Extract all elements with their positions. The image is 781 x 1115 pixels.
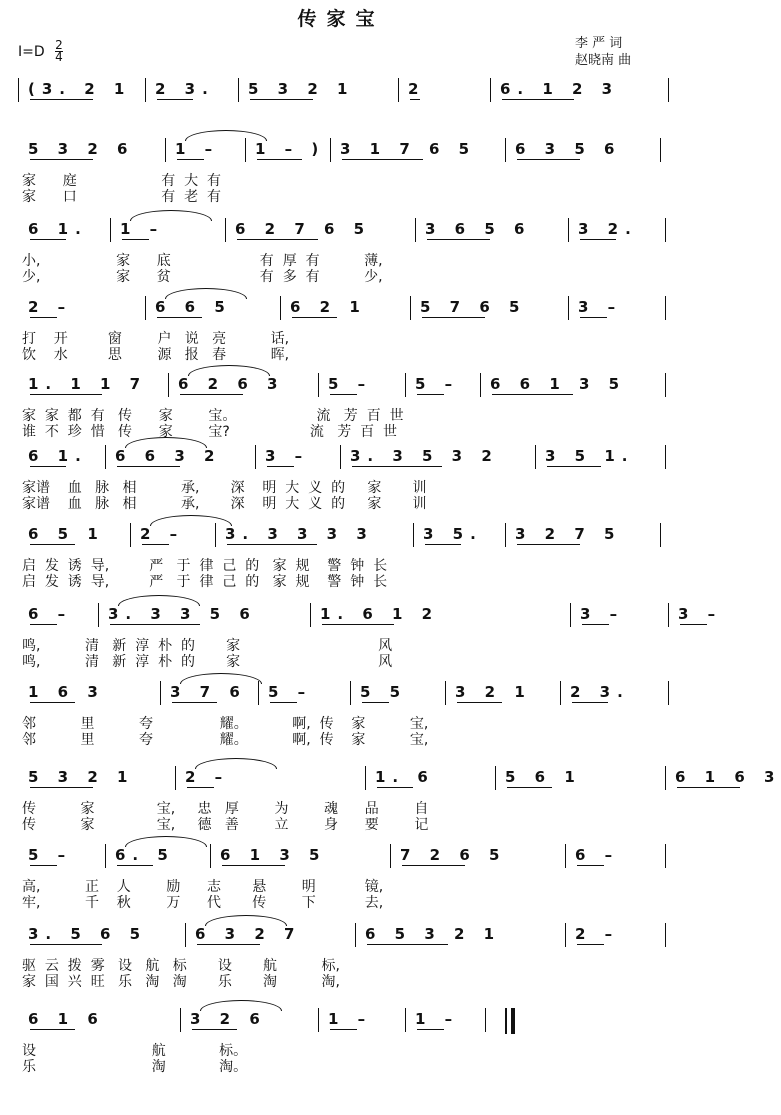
beam-line [237, 239, 318, 240]
beam-line [330, 1029, 357, 1030]
measure-notes: 1 – [175, 140, 220, 158]
measure-notes: 5 3 2 1 [248, 80, 355, 98]
bar-line [168, 373, 169, 397]
beam-line [517, 159, 580, 160]
beam-line [177, 159, 204, 160]
lyric-line: 传 家 宝, 德 善 立 身 要 记 [22, 817, 429, 833]
measure-notes: 5 3 2 1 [28, 768, 135, 786]
bar-line [570, 603, 571, 627]
beam-line [680, 624, 707, 625]
measure-notes: 6 3 2 7 [195, 925, 302, 943]
measure-notes: 3 2 1 [455, 683, 532, 701]
beam-line [122, 239, 149, 240]
bar-line [505, 523, 506, 547]
slur [180, 673, 262, 684]
slur [165, 288, 247, 299]
beam-line [582, 624, 609, 625]
bar-line [560, 681, 561, 705]
lyric-line: 启 发 诱 导, 严 于 律 己 的 家 规 警 钟 长 [22, 574, 388, 590]
bar-line [225, 218, 226, 242]
bar-line [665, 445, 666, 469]
measure-notes: 3 2 7 5 [515, 525, 622, 543]
beam-line [172, 702, 217, 703]
measure-notes: 3 – [580, 605, 625, 623]
beam-line [30, 787, 93, 788]
slur [200, 1000, 282, 1011]
lyricist: 李 严 词 [575, 36, 623, 51]
bar-line [660, 523, 661, 547]
bar-line [665, 766, 666, 790]
lyric-line: 鸣, 清 新 淳 朴 的 家 风 [22, 654, 393, 670]
beam-line [580, 239, 616, 240]
beam-line [222, 865, 285, 866]
beam-line [30, 944, 102, 945]
lyric-line: 饮 水 思 源 报 春 晖, [22, 347, 290, 363]
key-signature: I=D [18, 44, 45, 60]
slur [118, 595, 200, 606]
lyric-line: 传 家 宝, 忠 厚 为 魂 品 自 [22, 801, 429, 817]
lyric-line: 牢, 千 秋 万 代 传 下 去, [22, 895, 384, 911]
bar-line [365, 766, 366, 790]
lyric-line: 少, 家 贫 有 多 有 少, [22, 269, 383, 285]
beam-line [322, 624, 394, 625]
measure-notes: 2 – [140, 525, 185, 543]
beam-line [30, 159, 93, 160]
beam-line [330, 394, 357, 395]
beam-line [30, 394, 102, 395]
lyric-line: 家 庭 有 大 有 [22, 173, 222, 189]
beam-line [30, 239, 66, 240]
measure-notes: 3 – [678, 605, 723, 623]
measure-notes: 3 – [578, 298, 623, 316]
beam-line [572, 702, 608, 703]
bar-line [410, 296, 411, 320]
bar-line [105, 445, 106, 469]
beam-line [117, 865, 153, 866]
measure-notes: 1 – [120, 220, 165, 238]
lyric-line: 家谱 血 脉 相 承, 深 明 大 义 的 家 训 [22, 496, 427, 512]
measure-notes: 6 3 5 6 [515, 140, 622, 158]
beam-line [187, 787, 214, 788]
lyric-line: 小, 家 底 有 厚 有 薄, [22, 253, 383, 269]
lyric-line: 谁 不 珍 惜 传 家 宝? 流 芳 百 世 [22, 424, 398, 440]
bar-line [665, 923, 666, 947]
beam-line [192, 1029, 237, 1030]
lyric-line: 家 国 兴 旺 乐 淘 淘 乐 淘 淘, [22, 974, 341, 990]
slur [150, 515, 232, 526]
slur [125, 836, 207, 847]
beam-line [507, 787, 552, 788]
slur [188, 365, 270, 376]
bar-line [665, 844, 666, 868]
lyric-line: 鸣, 清 新 淳 朴 的 家 风 [22, 638, 393, 654]
beam-line [427, 239, 490, 240]
measure-notes: 3. 3 3 3 3 [225, 525, 374, 543]
beam-line [227, 544, 317, 545]
slur [185, 130, 267, 141]
beam-line [352, 466, 442, 467]
beam-line [457, 702, 502, 703]
measure-notes: 3. 3 3 5 6 [108, 605, 257, 623]
measure-notes: 3. 3 5 3 2 [350, 447, 499, 465]
bar-line [390, 844, 391, 868]
measure-notes: 3 6 5 6 [425, 220, 532, 238]
beam-line [547, 466, 601, 467]
bar-line [98, 603, 99, 627]
measure-notes: 6 2 6 3 [178, 375, 285, 393]
time-top: 2 [55, 38, 63, 52]
lyric-line: 乐 淘 淘。 [22, 1059, 248, 1075]
beam-line [30, 99, 93, 100]
beam-line [197, 944, 260, 945]
measure-notes: 3 – [265, 447, 310, 465]
bar-line [105, 844, 106, 868]
final-barline-thick [511, 1008, 515, 1034]
measure-notes: 6 1 6 3 [675, 768, 781, 786]
bar-line [165, 138, 166, 162]
bar-line [255, 445, 256, 469]
bar-line [355, 923, 356, 947]
measure-notes: 5 3 2 6 [28, 140, 135, 158]
bar-line [318, 1008, 319, 1032]
measure-notes: 1. 6 1 2 [320, 605, 440, 623]
bar-line [568, 296, 569, 320]
beam-line [250, 99, 313, 100]
beam-line [677, 787, 740, 788]
bar-line [145, 296, 146, 320]
bar-line [330, 138, 331, 162]
beam-line [377, 787, 413, 788]
bar-line [660, 138, 661, 162]
bar-line [145, 78, 146, 102]
bar-line [310, 603, 311, 627]
lyric-line: 家 口 有 老 有 [22, 189, 222, 205]
bar-line [668, 681, 669, 705]
bar-line [110, 218, 111, 242]
beam-line [577, 944, 604, 945]
measure-notes: 6 5 1 [28, 525, 105, 543]
lyric-line: 打 开 窗 户 说 亮 话, [22, 331, 290, 347]
bar-line [210, 844, 211, 868]
bar-line [340, 445, 341, 469]
bar-line [445, 681, 446, 705]
beam-line [367, 944, 448, 945]
lyric-line: 启 发 诱 导, 严 于 律 己 的 家 规 警 钟 长 [22, 558, 388, 574]
beam-line [30, 466, 66, 467]
beam-line [417, 1029, 444, 1030]
beam-line [180, 394, 243, 395]
bar-line [568, 218, 569, 242]
measure-notes: 6 1 6 [28, 1010, 105, 1028]
composer: 赵晓南 曲 [575, 53, 632, 68]
measure-notes: (3. 2 1 [28, 80, 132, 98]
measure-notes: 5 7 6 5 [420, 298, 527, 316]
measure-notes: 2 [408, 80, 426, 98]
beam-line [30, 624, 57, 625]
bar-line [318, 373, 319, 397]
bar-line [415, 218, 416, 242]
measure-notes: 5 6 1 [505, 768, 582, 786]
beam-line [422, 317, 485, 318]
beam-line [270, 702, 297, 703]
slur [195, 758, 277, 769]
bar-line [495, 766, 496, 790]
lyric-line: 驱 云 拨 雾 设 航 标 设 航 标, [22, 958, 341, 974]
beam-line [110, 624, 200, 625]
lyric-line: 高, 正 人 励 志 悬 明 镜, [22, 879, 384, 895]
bar-line [668, 603, 669, 627]
bar-line [665, 296, 666, 320]
beam-line [30, 1029, 75, 1030]
measure-notes: 2 – [575, 925, 620, 943]
bar-line [18, 78, 19, 102]
bar-line [535, 445, 536, 469]
bar-line [665, 373, 666, 397]
measure-notes: 1 – ) [255, 140, 326, 158]
slur [130, 210, 212, 221]
measure-notes: 6 – [28, 605, 73, 623]
bar-line [668, 78, 669, 102]
bar-line [130, 523, 131, 547]
bar-line [398, 78, 399, 102]
measure-notes: 6 5 3 2 1 [365, 925, 502, 943]
measure-notes: 6. 5 [115, 846, 175, 864]
final-barline-thin [505, 1008, 507, 1034]
measure-notes: 5 – [268, 683, 313, 701]
measure-notes: 6 6 5 [155, 298, 232, 316]
measure-notes: 2 – [28, 298, 73, 316]
bar-line [490, 78, 491, 102]
beam-line [30, 702, 75, 703]
bar-line [480, 373, 481, 397]
beam-line [157, 99, 193, 100]
beam-line [267, 466, 294, 467]
bar-line [405, 373, 406, 397]
measure-notes: 6. 1 2 3 [500, 80, 620, 98]
bar-line [565, 844, 566, 868]
measure-notes: 3. 5 6 5 [28, 925, 148, 943]
beam-line [502, 99, 574, 100]
measure-notes: 5 – [328, 375, 373, 393]
measure-notes: 1 6 3 [28, 683, 105, 701]
bar-line [258, 681, 259, 705]
beam-line [142, 544, 169, 545]
beam-line [342, 159, 423, 160]
bar-line [175, 766, 176, 790]
measure-notes: 6 1. [28, 220, 88, 238]
bar-line [245, 138, 246, 162]
measure-notes: 1 – [328, 1010, 373, 1028]
lyric-line: 邻 里 夸 耀。 啊, 传 家 宝, [22, 716, 429, 732]
bar-line [280, 296, 281, 320]
beam-line [30, 865, 57, 866]
bar-line [565, 923, 566, 947]
measure-notes: 3 7 6 [170, 683, 247, 701]
beam-line [425, 544, 461, 545]
beam-line [117, 466, 180, 467]
measure-notes: 3 2 6 [190, 1010, 267, 1028]
measure-notes: 5 – [28, 846, 73, 864]
beam-line [517, 544, 580, 545]
beam-line [30, 317, 57, 318]
bar-line [413, 523, 414, 547]
beam-line [580, 317, 607, 318]
measure-notes: 6 1 3 5 [220, 846, 327, 864]
measure-notes: 1 – [415, 1010, 460, 1028]
beam-line [410, 99, 420, 100]
measure-notes: 3 5 1. [545, 447, 635, 465]
measure-notes: 6 1. [28, 447, 88, 465]
measure-notes: 6 2 1 [290, 298, 367, 316]
measure-notes: 2 3. [570, 683, 630, 701]
measure-notes: 7 2 6 5 [400, 846, 507, 864]
measure-notes: 1. 6 [375, 768, 435, 786]
beam-line [292, 317, 337, 318]
measure-notes: 6 – [575, 846, 620, 864]
bar-line [485, 1008, 486, 1032]
bar-line [405, 1008, 406, 1032]
beam-line [257, 159, 302, 160]
slur [205, 915, 287, 926]
bar-line [350, 681, 351, 705]
beam-line [362, 702, 389, 703]
bar-line [185, 923, 186, 947]
lyric-line: 家谱 血 脉 相 承, 深 明 大 义 的 家 训 [22, 480, 427, 496]
lyric-line: 邻 里 夸 耀。 啊, 传 家 宝, [22, 732, 429, 748]
bar-line [505, 138, 506, 162]
measure-notes: 5 5 [360, 683, 408, 701]
beam-line [417, 394, 444, 395]
page-title: 传家宝 [297, 8, 385, 30]
time-signature [55, 40, 63, 63]
bar-line [665, 218, 666, 242]
beam-line [402, 865, 465, 866]
measure-notes: 5 – [415, 375, 460, 393]
beam-line [492, 394, 573, 395]
measure-notes: 3 1 7 6 5 [340, 140, 477, 158]
measure-notes: 2 – [185, 768, 230, 786]
lyric-line: 家 家 都 有 传 家 宝。 流 芳 百 世 [22, 408, 404, 424]
bar-line [180, 1008, 181, 1032]
bar-line [160, 681, 161, 705]
beam-line [577, 865, 604, 866]
time-bottom: 4 [55, 50, 63, 64]
bar-line [215, 523, 216, 547]
measure-notes: 3 5. [423, 525, 483, 543]
measure-notes: 6 6 3 2 [115, 447, 222, 465]
measure-notes: 1. 1 1 7 [28, 375, 148, 393]
beam-line [157, 317, 202, 318]
measure-notes: 6 2 7 6 5 [235, 220, 372, 238]
lyric-line: 设 航 标。 [22, 1043, 248, 1059]
measure-notes: 6 6 1 3 5 [490, 375, 627, 393]
measure-notes: 3 2. [578, 220, 638, 238]
beam-line [30, 544, 75, 545]
measure-notes: 2 3. [155, 80, 215, 98]
bar-line [238, 78, 239, 102]
